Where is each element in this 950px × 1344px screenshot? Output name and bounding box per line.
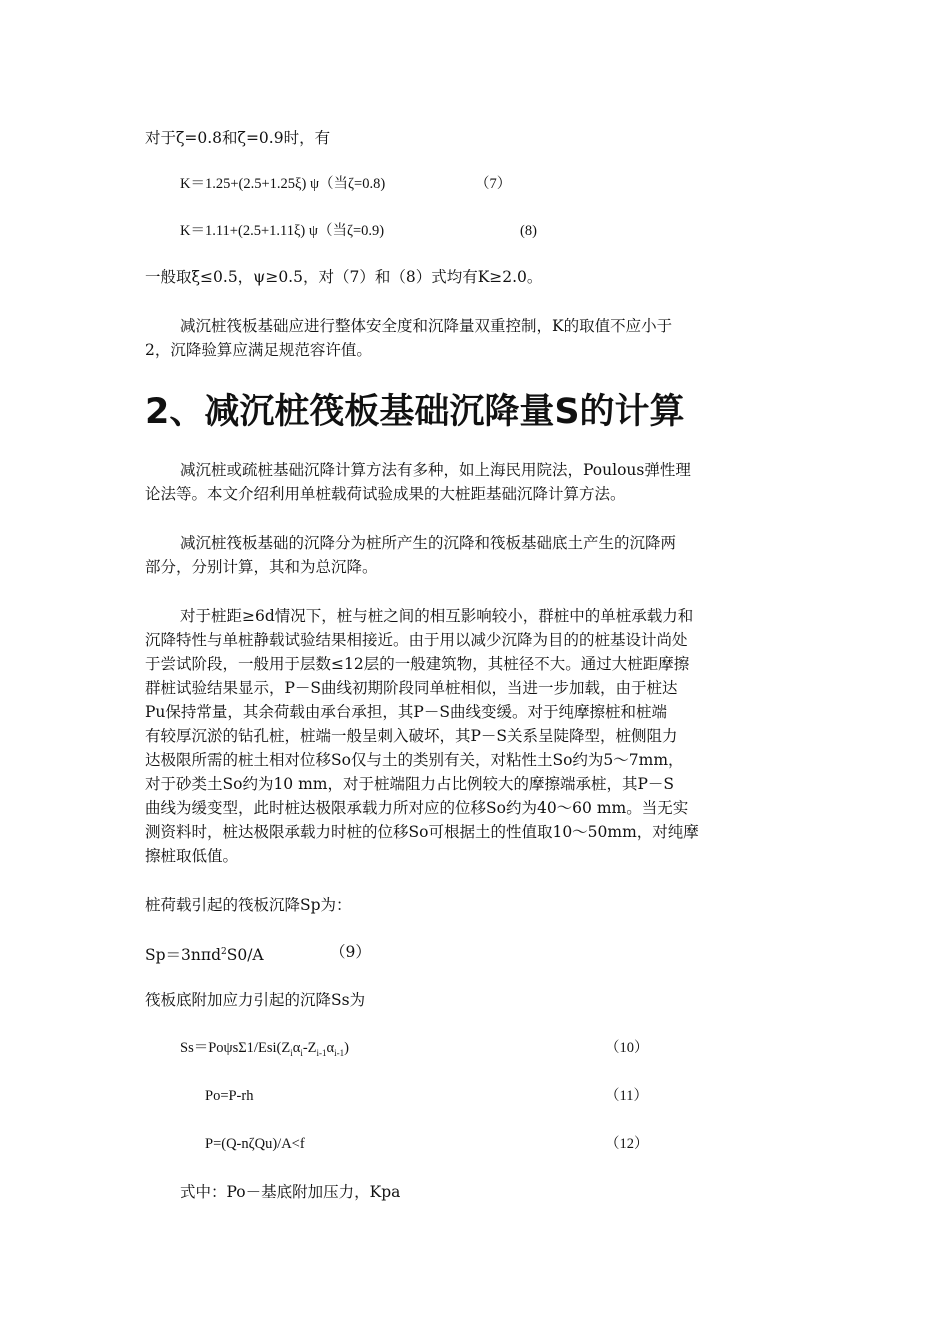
formula-10-alpha: α — [292, 1040, 301, 1056]
sp-intro-line: 桩荷载引起的筏板沉降Sp为： — [145, 896, 352, 914]
formula-11: Po=P-rh — [205, 1088, 254, 1104]
ss-intro-line: 筏板底附加应力引起的沉降Ss为 — [145, 991, 366, 1009]
para-control-line-2: 2，沉降验算应满足规范容许值。 — [145, 341, 372, 359]
formula-12: P=(Q-nζQu)/A<f — [205, 1136, 305, 1152]
para-spacing-line-1: 对于桩距≥6d情况下，桩与桩之间的相互影响较小，群桩中的单桩承载力和 — [180, 607, 694, 625]
formula-10 — [180, 1037, 349, 1064]
formula-11-number: （11） — [605, 1088, 648, 1104]
formula-10-mid: -Z — [302, 1040, 317, 1056]
formula-8: K＝1.11+(2.5+1.11ξ) ψ（当ζ=0.9) — [180, 223, 385, 239]
para-spacing-line-6: 有较厚沉淤的钻孔桩，桩端一般呈刺入破坏，其P－S关系呈陡降型，桩侧阻力 — [145, 727, 678, 745]
formula-10-sub: i — [300, 1047, 303, 1058]
para-spacing-line-7: 达极限所需的桩土相对位移So仅与土的类别有关，对粘性土So约为5～7mm， — [145, 751, 684, 769]
para-split-line-2: 部分，分别计算，其和为总沉降。 — [145, 558, 378, 576]
section-heading: 2、减沉桩筏板基础沉降量S的计算 — [145, 392, 685, 432]
para-spacing-line-3: 于尝试阶段，一般用于层数≤12层的一般建筑物，其桩径不大。通过大桩距摩擦 — [145, 655, 690, 673]
formula-12-number: （12） — [605, 1136, 649, 1152]
para-spacing-line-8: 对于砂类土So约为10 mm，对于桩端阻力占比例较大的摩擦端承桩，其P－S — [145, 775, 675, 793]
formula-9-number: （9） — [330, 943, 371, 961]
formula-9-post: S0/A — [226, 946, 264, 965]
formula-7: K＝1.25+(2.5+1.25ξ) ψ（当ζ=0.8) — [180, 176, 386, 192]
para-methods-line-2: 论法等。本文介绍利用单桩载荷试验成果的大桩距基础沉降计算方法。 — [145, 485, 626, 503]
where-line: 式中：Po－基底附加压力，Kpa — [180, 1183, 401, 1201]
para-spacing-line-11: 擦桩取低值。 — [145, 847, 239, 865]
para-spacing-line-9: 曲线为缓变型，此时桩达极限承载力所对应的位移So约为40～60 mm。当无实 — [145, 799, 689, 817]
para-split-line-1: 减沉桩筏板基础的沉降分为桩所产生的沉降和筏板基础底土产生的沉降两 — [180, 534, 677, 552]
para-methods-line-1: 减沉桩或疏桩基础沉降计算方法有多种，如上海民用院法，Poulous弹性理 — [180, 461, 691, 479]
formula-10-number: （10） — [605, 1040, 649, 1056]
formula-7-number: （7） — [475, 176, 512, 192]
formula-10-post: ) — [344, 1040, 349, 1056]
formula-8-number: (8) — [520, 223, 537, 239]
formula-10-sub: i-1 — [334, 1047, 345, 1058]
formula-9 — [145, 941, 264, 966]
formula-10-alpha: α — [326, 1040, 335, 1056]
para-spacing-line-10: 测资料时，桩达极限承载力时桩的位移So可根据土的性值取10～50mm，对纯摩 — [145, 823, 699, 841]
para-spacing-line-2: 沉降特性与单桩静载试验结果相接近。由于用以减少沉降为目的的桩基设计尚处 — [145, 631, 688, 649]
para-spacing-line-4: 群桩试验结果显示，P－S曲线初期阶段同单桩相似，当进一步加载，由于桩达 — [145, 679, 678, 697]
para-spacing-line-5: Pu保持常量，其余荷载由承台承担，其P－S曲线变缓。对于纯摩擦桩和桩端 — [145, 703, 667, 721]
para-control-line-1: 减沉桩筏板基础应进行整体安全度和沉降量双重控制，K的取值不应小于 — [180, 317, 673, 335]
formula-9-superscript: 2 — [221, 947, 227, 957]
general-take-line: 一般取ξ≤0.5，ψ≥0.5，对（7）和（8）式均有K≥2.0。 — [145, 268, 543, 286]
formula-10-sub: i — [290, 1047, 293, 1058]
formula-10-sub: i-1 — [316, 1047, 327, 1058]
zeta-intro-line: 对于ζ=0.8和ζ=0.9时，有 — [145, 129, 331, 147]
formula-9-pre: Sp＝3nπd — [145, 946, 221, 965]
formula-10-pre: Ss＝PoψsΣ1/Esi(Z — [180, 1040, 291, 1056]
